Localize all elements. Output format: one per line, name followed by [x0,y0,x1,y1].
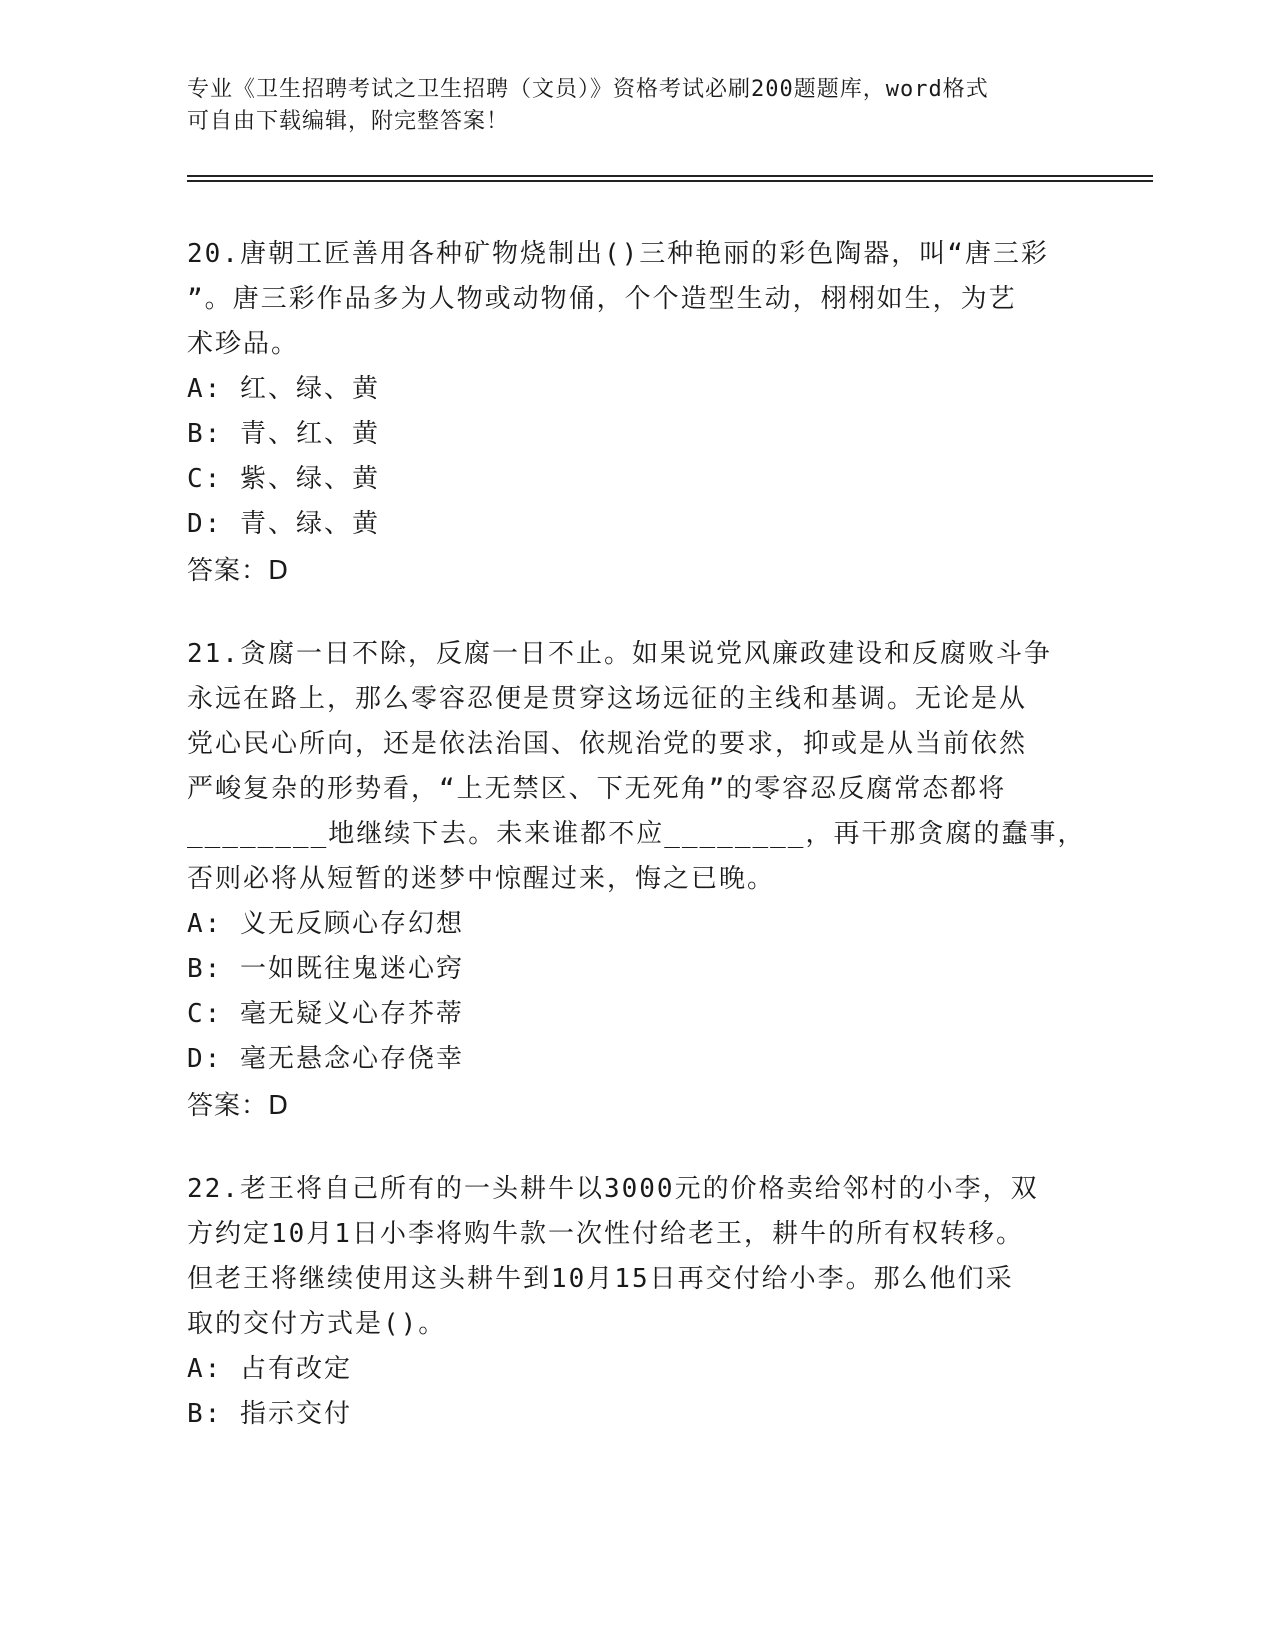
stem-line: ”。唐三彩作品多为人物或动物俑，个个造型生动，栩栩如生，为艺 [187,284,1017,314]
option-b: B: 一如既往鬼迷心窍 [187,954,464,984]
stem-line: 但老王将继续使用这头耕牛到10月15日再交付给小李。那么他们采 [187,1264,1014,1294]
header-divider-top [187,175,1153,177]
option-b: B: 指示交付 [187,1399,352,1429]
option-c: C: 毫无疑义心存芥蒂 [187,999,464,1029]
option-b: B: 青、红、黄 [187,419,380,449]
answer: 答案：D [187,556,290,586]
answer: 答案：D [187,1091,290,1121]
option-a: A: 红、绿、黄 [187,374,380,404]
option-d: D: 毫无悬念心存侥幸 [187,1044,464,1074]
option-a: A: 占有改定 [187,1354,352,1384]
question-stem [187,232,1087,367]
question-21 [187,632,1087,1130]
option-c: C: 紫、绿、黄 [187,464,380,494]
stem-line: 党心民心所向，还是依法治国、依规治党的要求，抑或是从当前依然 [187,729,1028,759]
stem-line: 永远在路上，那么零容忍便是贯穿这场远征的主线和基调。无论是从 [187,684,1028,714]
option-a: A: 义无反顾心存幻想 [187,909,464,939]
question-stem [187,632,1087,902]
question-22 [187,1167,1087,1437]
document-header [187,74,1067,138]
header-line-1: 专业《卫生招聘考试之卫生招聘（文员）》资格考试必刷200题题库，word格式 [187,77,989,102]
stem-line: 取的交付方式是()。 [187,1309,447,1339]
stem-line: 22.老王将自己所有的一头耕牛以3000元的价格卖给邻村的小李，双 [187,1174,1039,1204]
stem-line: 术珍品。 [187,329,300,359]
stem-line: 21.贪腐一日不除，反腐一日不止。如果说党风廉政建设和反腐败斗争 [187,639,1052,669]
stem-line: 方约定10月1日小李将购牛款一次性付给老王，耕牛的所有权转移。 [187,1219,1024,1249]
stem-line: ________地继续下去。未来谁都不应________，再干那贪腐的蠢事， [187,819,1086,849]
stem-line: 严峻复杂的形势看，“上无禁区、下无死角”的零容忍反腐常态都将 [187,774,1007,804]
question-list [187,232,1087,1474]
header-divider-bottom [187,180,1153,182]
header-line-2: 可自由下载编辑，附完整答案！ [187,109,510,134]
stem-line: 否则必将从短暂的迷梦中惊醒过来，悔之已晚。 [187,864,776,894]
question-20 [187,232,1087,595]
question-stem [187,1167,1087,1347]
stem-line: 20.唐朝工匠善用各种矿物烧制出()三种艳丽的彩色陶器，叫“唐三彩 [187,239,1049,269]
option-d: D: 青、绿、黄 [187,509,380,539]
